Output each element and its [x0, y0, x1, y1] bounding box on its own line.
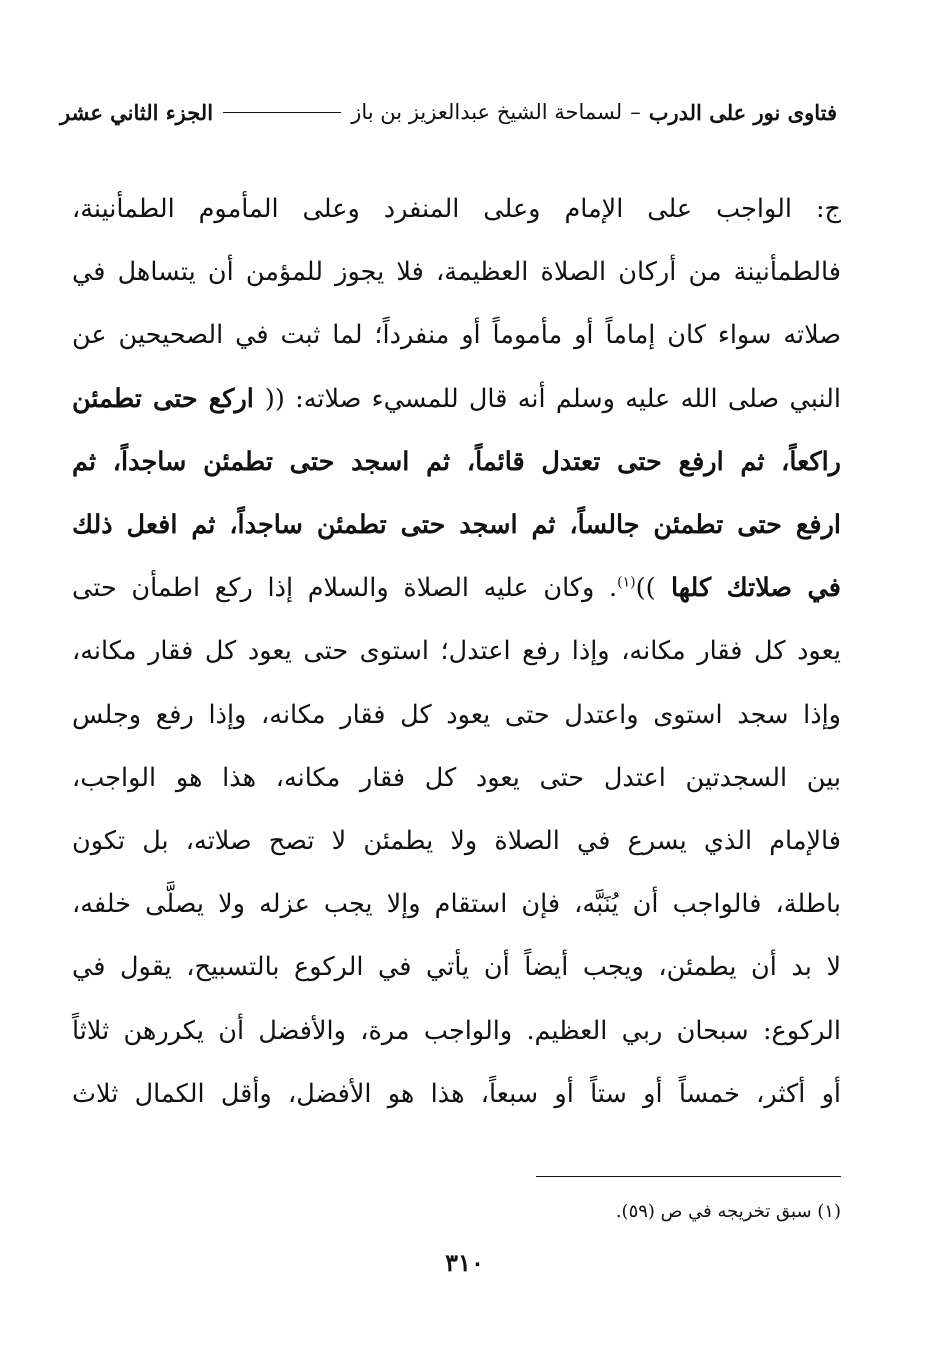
quote-close: ))	[635, 573, 656, 604]
text-line-7-normal: . وكان عليه الصلاة والسلام إذا ركع اطمأن حتى	[72, 573, 618, 604]
page-number: ٣١٠	[445, 1248, 484, 1277]
text-line-4-normal: النبي صلى الله عليه وسلم أنه قال للمسيء صلاته: ((	[264, 383, 841, 414]
hadith-quote-line-6: ارفع حتى تطمئن جالساً، ثم اسجد حتى تطمئن ساجداً، ثم افعل ذلك	[72, 510, 841, 541]
text-line-13: لا بد أن يطمئن، ويجب أيضاً أن يأتي في الركوع بالتسبيح، يقول في	[72, 952, 841, 983]
hadith-quote-start: اركع حتى تطمئن	[72, 383, 265, 414]
text-line-12: باطلة، فالواجب أن يُنَبَّه، فإن استقام وإلا يجب عزله ولا يصلَّى خلفه،	[72, 889, 841, 920]
text-line-11: فالإمام الذي يسرع في الصلاة ولا يطمئن لا تصح صلاته، بل تكون	[72, 826, 841, 857]
text-line-9: وإذا سجد استوى واعتدل حتى يعود كل فقار مكانه، وإذا رفع وجلس	[72, 699, 841, 730]
header-dash: –	[630, 100, 641, 124]
footnote-ref: (١)	[617, 574, 636, 591]
text-line-4	[72, 368, 841, 431]
footnote: (١) سبق تخريجه في ص (٥٩).	[615, 1201, 841, 1222]
text-line-8: يعود كل فقار مكانه، وإذا رفع اعتدل؛ استوى حتى يعود كل فقار مكانه،	[72, 636, 841, 667]
footnote-separator	[536, 1176, 841, 1177]
text-line-14: الركوع: سبحان ربي العظيم. والواجب مرة، والأفضل أن يكررهن ثلاثاً	[72, 1015, 841, 1046]
text-line-3: صلاته سواء كان إماماً أو مأموماً أو منفرداً؛ لما ثبت في الصحيحين عن	[72, 320, 841, 351]
author-name: لسماحة الشيخ عبدالعزيز بن باز	[351, 100, 623, 124]
hadith-quote-line-5: راكعاً، ثم ارفع حتى تعتدل قائماً، ثم اسجد حتى تطمئن ساجداً، ثم	[72, 446, 841, 477]
header-rule	[223, 112, 341, 113]
book-title: فتاوى نور على الدرب	[648, 99, 837, 125]
running-header	[60, 92, 837, 132]
text-line-2: فالطمأنينة من أركان الصلاة العظيمة، فلا يجوز للمؤمن أن يتساهل في	[72, 257, 841, 288]
text-line-1: ج: الواجب على الإمام وعلى المنفرد وعلى المأموم الطمأنينة،	[72, 194, 841, 224]
text-line-7	[72, 557, 841, 620]
text-line-10: بين السجدتين اعتدل حتى يعود كل فقار مكانه، هذا هو الواجب،	[72, 762, 841, 793]
volume-part: الجزء الثاني عشر	[60, 99, 214, 125]
text-line-15: أو أكثر، خمساً أو ستاً أو سبعاً، هذا هو الأفضل، وأقل الكمال ثلاث	[72, 1078, 841, 1109]
main-text	[72, 178, 841, 1126]
hadith-quote-end: في صلاتك كلها	[655, 573, 841, 604]
